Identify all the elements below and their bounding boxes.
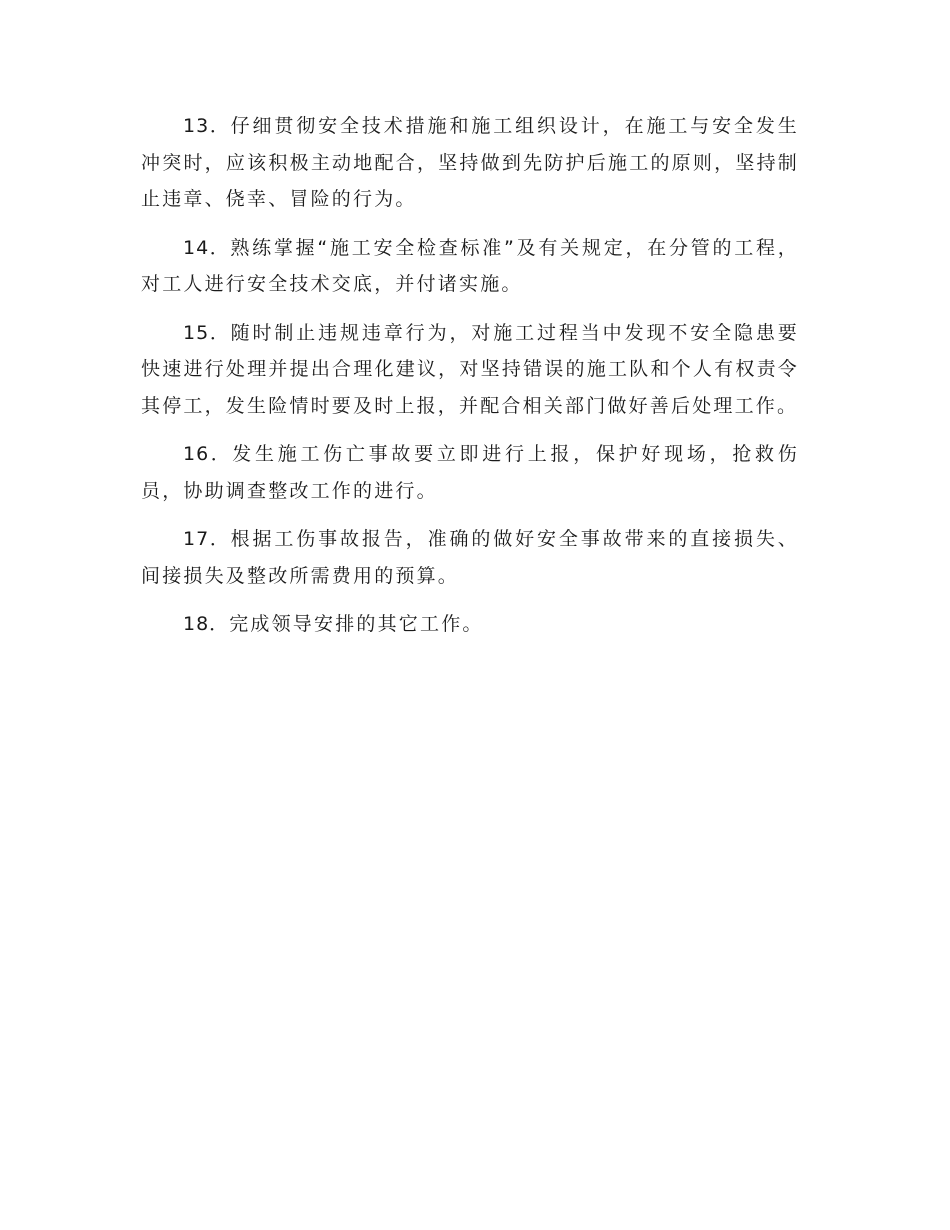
item-number: 17． [183,528,231,550]
item-text: 发生施工伤亡事故要立即进行上报，保护好现场，抢救伤员，协助调查整改工作的进行。 [141,443,799,502]
list-item [141,230,799,303]
item-number: 15． [183,321,231,344]
item-text: 熟练掌握“施工安全检查标准”及有关规定，在分管的工程，对工人进行安全技术交底，并付诸实施。 [141,236,799,295]
document-body [141,108,799,655]
list-item [141,315,799,425]
item-text: 完成领导安排的其它工作。 [229,613,484,635]
item-number: 18． [183,613,230,635]
list-item [141,108,799,218]
item-number: 14． [183,236,231,259]
item-text: 仔细贯彻安全技术措施和施工组织设计，在施工与安全发生冲突时，应该积极主动地配合，坚持做到先防护后施工的原则，坚持制止违章、侥幸、冒险的行为。 [141,115,799,210]
list-item [141,606,799,643]
item-number: 13． [183,115,231,137]
item-text: 随时制止违规违章行为，对施工过程当中发现不安全隐患要快速进行处理并提出合理化建议，对坚持错误的施工队和个人有权责令其停工，发生险情时要及时上报，并配合相关部门做好善后处理工作。 [141,321,799,417]
list-item [141,521,799,594]
list-item [141,436,799,509]
item-number: 16． [183,443,233,465]
item-text: 根据工伤事故报告，准确的做好安全事故带来的直接损失、间接损失及整改所需费用的预算。 [141,528,799,587]
